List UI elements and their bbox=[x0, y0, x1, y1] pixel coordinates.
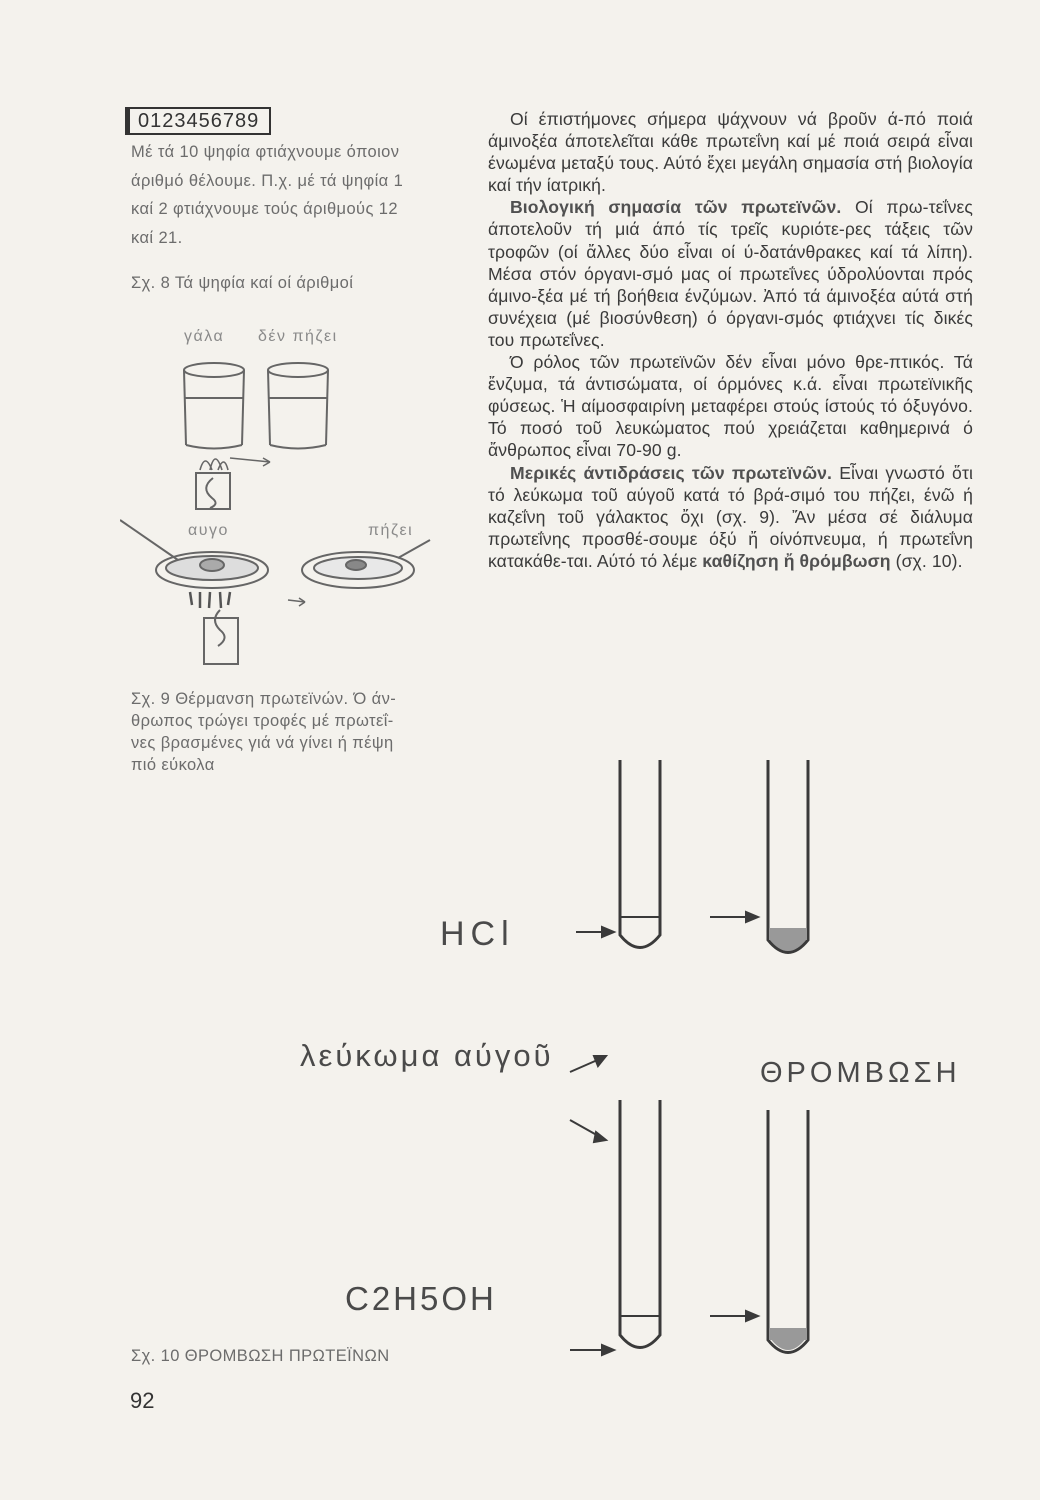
glass-icon bbox=[268, 363, 328, 449]
paragraph-2-text: Οί πρω-τεΐνες άποτελοῦν τή μιά άπό τίς τρεῖς κυριότε-ρες τάξεις τῶν τροφῶν (οί ἄλλες δύο εἶναι οί ύ-δατάνθρακες καί τά λίπη). Μέσα στόν όργανι-σμό μας οί πρωτεΐνες ύδρολύονται πρός άμινο-ξέα μέ τή βοήθεια ένζύμων. Ἀπό τά άμινοξέα αύτά στή συνέχεια (μέ βιοσύνθεση) ό όργανι-σμός φτιάχνει τίς δικές του πρωτεΐνες. bbox=[488, 197, 973, 350]
arrow-icon bbox=[710, 1311, 758, 1321]
paragraph-2 bbox=[488, 196, 973, 351]
frying-pan-curdled-icon bbox=[302, 540, 430, 588]
glass-milk-icon bbox=[184, 363, 244, 449]
paragraph-4 bbox=[488, 462, 973, 572]
paragraph-4-text: Εἶναι γνωστό ὅτι τό λεύκωμα τοῦ αύγοῦ κατά τό βρά-σιμό του πήζει, ένῶ ή καζεΐνη τοῦ γάλακτος ὄχι (σχ. 9). Ἄν μέσα σέ διάλυμα πρωτεΐνης προσθέ-σουμε όξύ ἤ οίνόπνευμα, ή πρωτεΐνη κατακάθε-ται. Αύτό τό λέμε bbox=[488, 462, 973, 571]
digits-box: 0123456789 bbox=[128, 107, 271, 135]
fig8-line: άριθμό θέλουμε. Π.χ. μέ τά ψηφία 1 bbox=[131, 171, 404, 190]
label-milk: γάλα bbox=[184, 328, 225, 345]
label-ethanol: C2H5OH bbox=[345, 1280, 497, 1317]
label-thrombosis: ΘΡΟΜΒΩΣΗ bbox=[760, 1057, 961, 1089]
flame-icon bbox=[200, 459, 228, 470]
fig9-illustration bbox=[120, 320, 480, 700]
test-tube-icon bbox=[620, 1100, 660, 1348]
page-number: 92 bbox=[130, 1388, 155, 1413]
test-tube-precipitate-icon bbox=[768, 760, 808, 953]
fig8-line: καί 21. bbox=[131, 228, 183, 247]
test-tube-precipitate-icon bbox=[768, 1110, 808, 1353]
precipitate-top bbox=[769, 928, 807, 940]
paragraph-4-end: (σχ. 10). bbox=[890, 550, 963, 571]
burner-icon bbox=[196, 473, 230, 509]
fig9-caption-line: Σχ. 9 Θέρμανση πρωτεϊνών. Ό άν- bbox=[131, 690, 397, 708]
fig9-caption-line: νες βρασμένες γιά νά γίνει ή πέψη bbox=[131, 734, 394, 752]
label-curdles: πήζει bbox=[368, 522, 414, 539]
paragraph-1: Οί έπιστήμονες σήμερα ψάχνουν νά βροῦν ά-πό ποιά άμινοξέα άποτελεῖται κάθε πρωτεΐνη καί μέ ποιά σειρά εἶναι ένωμένα μεταξύ τους. Αύτό ἔχει μεγάλη σημασία στή βιολογία καί τήν ίατρική. bbox=[488, 109, 973, 196]
fig9-caption bbox=[131, 688, 471, 776]
arrow-icon bbox=[570, 1120, 606, 1142]
term-thrombosis: καθίζηση ἤ θρόμβωση bbox=[702, 550, 891, 571]
arrow-icon bbox=[570, 1056, 606, 1072]
arrow-icon bbox=[710, 912, 758, 922]
arrow-icon bbox=[570, 1345, 614, 1355]
test-tube-icon bbox=[620, 760, 660, 948]
fig8-text bbox=[131, 138, 471, 252]
burner-icon bbox=[204, 610, 238, 664]
fig9-caption-line: πιό εύκολα bbox=[131, 756, 215, 774]
fig10-caption: Σχ. 10 ΘΡΟΜΒΩΣΗ ΠΡΩΤΕΪΝΩΝ bbox=[131, 1347, 390, 1365]
label-egg: αυγο bbox=[188, 522, 229, 539]
precipitate-bottom bbox=[769, 1328, 807, 1340]
heading-reactions: Μερικές άντιδράσεις τῶν πρωτεϊνῶν. bbox=[510, 462, 833, 483]
arrow-icon bbox=[576, 927, 614, 937]
heading-biological-significance: Βιολογική σημασία τῶν πρωτεϊνῶν. bbox=[510, 197, 842, 218]
fig9-caption-line: θρωπος τρώγει τροφές μέ πρωτεΐ- bbox=[131, 712, 394, 730]
fig8-line: καί 2 φτιάχνουμε τούς άριθμούς 12 bbox=[131, 200, 398, 218]
label-hcl: HCl bbox=[440, 915, 515, 953]
label-albumin: λεύκωμα αύγοῦ bbox=[300, 1038, 554, 1073]
paragraph-3: Ό ρόλος τῶν πρωτεϊνῶν δέν εἶναι μόνο θρε-πτικός. Τά ἔνζυμα, τά άντισώματα, οί όρμόνες κ.ά. εἶναι πρωτεϊνικῆς φύσεως. Ἡ αίμοσφαιρίνη μεταφέρει στούς ίστούς τό όξυγόνο. Τό ποσό τοῦ λευκώματος πού χρειάζεται καθημερινά ό ἄνθρωπος εἶναι 70-90 g. bbox=[488, 352, 973, 461]
fig8-line: Μέ τά 10 ψηφία φτιάχνουμε όποιον bbox=[131, 143, 400, 161]
fig8-caption: Σχ. 8 Τά ψηφία καί οί άριθμοί bbox=[131, 274, 354, 292]
main-text bbox=[488, 108, 973, 572]
label-no-curdle: δέν πήζει bbox=[258, 328, 338, 345]
